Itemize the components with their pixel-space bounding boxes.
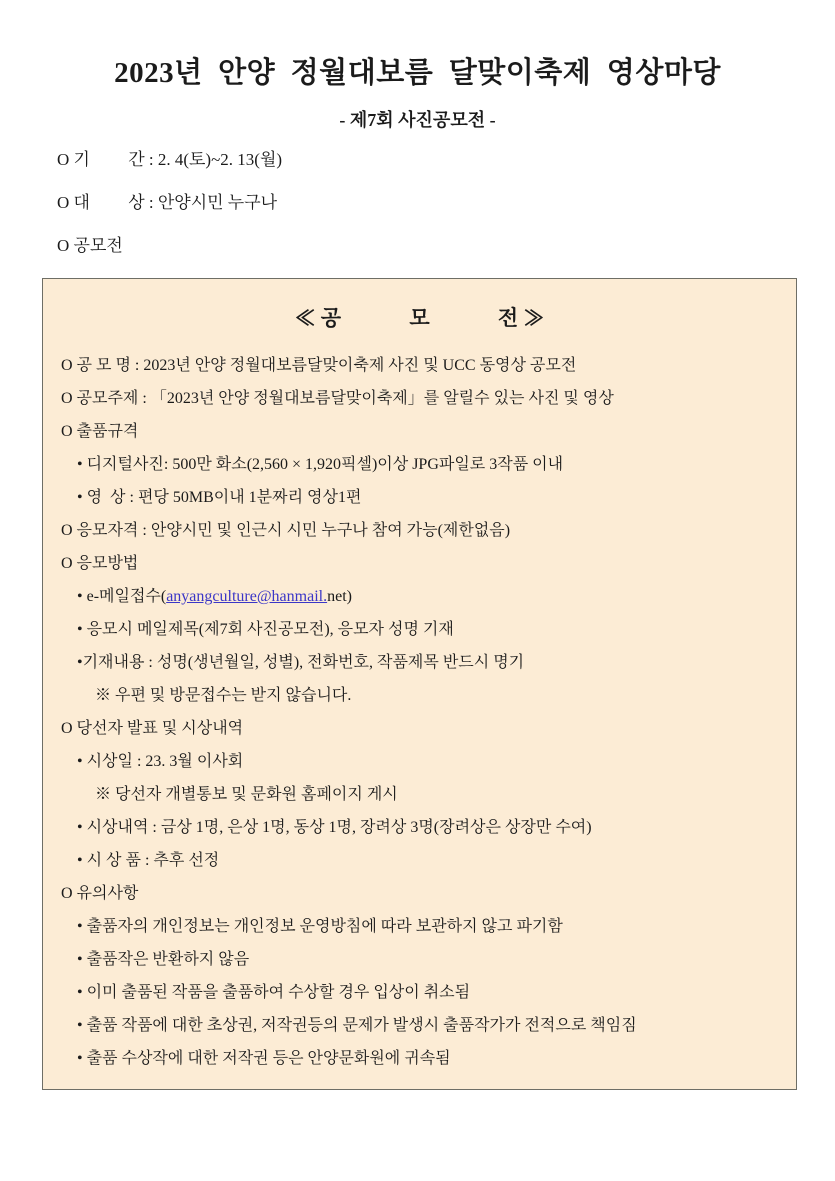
notice-line-privacy: • 출품자의 개인정보는 개인정보 운영방침에 따라 보관하지 않고 파기함 bbox=[77, 918, 563, 935]
notice-line-contest-name: O 공 모 명 : 2023년 안양 정월대보름달맞이축제 사진 및 UCC 동영상 공모전 bbox=[61, 357, 577, 374]
page-title: 2023년 안양 정월대보름 달맞이축제 영상마당 bbox=[114, 57, 721, 89]
notice-line-copyright-owner: • 출품 수상작에 대한 저작권 등은 안양문화원에 귀속됨 bbox=[77, 1050, 451, 1067]
notice-line-no-postal: ※ 우편 및 방문접수는 받지 않습니다. bbox=[95, 687, 352, 704]
notice-line-required-info: •기재내용 : 성명(생년월일, 성별), 전화번호, 작품제목 반드시 명기 bbox=[77, 654, 525, 671]
intro-line-contest: O 공모전 bbox=[57, 236, 123, 255]
contest-notice-box bbox=[42, 278, 797, 1090]
notice-line-award-header: O 당선자 발표 및 시상내역 bbox=[61, 720, 244, 737]
notice-line-digital-photo: • 디지털사진: 500만 화소(2,560 × 1,920픽셀)이상 JPG파일로 3작품 이내 bbox=[77, 456, 564, 473]
notice-line-prize: • 시 상 품 : 추후 선정 bbox=[77, 852, 220, 869]
intro-line-period: O 기 간 : 2. 4(토)~2. 13(월) bbox=[57, 150, 283, 169]
notice-line-disqualify: • 이미 출품된 작품을 출품하여 수상할 경우 입상이 취소됨 bbox=[77, 984, 471, 1001]
email-suffix-text: net) bbox=[327, 588, 352, 605]
page-subtitle: - 제7회 사진공모전 - bbox=[339, 110, 496, 130]
notice-line-method-header: O 응모방법 bbox=[61, 555, 139, 572]
email-prefix-text: • e-메일접수( bbox=[77, 588, 167, 605]
notice-line-award-date: • 시상일 : 23. 3월 이사회 bbox=[77, 753, 244, 770]
intro-line-target: O 대 상 : 안양시민 누구나 bbox=[57, 193, 278, 212]
notice-line-award-detail: • 시상내역 : 금상 1명, 은상 1명, 동상 1명, 장려상 3명(장려상은 상장만 수여) bbox=[77, 819, 592, 836]
notice-line-mail-subject: • 응모시 메일제목(제7회 사진공모전), 응모자 성명 기재 bbox=[77, 621, 454, 638]
notice-line-theme: O 공모주제 : 「2023년 안양 정월대보름달맞이축제」를 알릴수 있는 사진 및 영상 bbox=[61, 390, 614, 407]
notice-line-copyright-issue: • 출품 작품에 대한 초상권, 저작권등의 문제가 발생시 출품작가가 전적으로 책임짐 bbox=[77, 1017, 637, 1034]
intro-section bbox=[57, 145, 795, 274]
notice-heading: ≪ 공 모 전 ≫ bbox=[294, 306, 545, 330]
notice-line-eligibility: O 응모자격 : 안양시민 및 인근시 시민 누구나 참여 가능(제한없음) bbox=[61, 522, 511, 539]
notice-line-spec-header: O 출품규격 bbox=[61, 423, 139, 440]
notice-line-email bbox=[53, 580, 786, 613]
notice-line-caution-header: O 유의사항 bbox=[61, 885, 139, 902]
email-link[interactable]: anyangculture@hanmail. bbox=[166, 588, 328, 605]
notice-line-video-spec: • 영 상 : 편당 50MB이내 1분짜리 영상1편 bbox=[77, 489, 362, 506]
notice-line-no-return: • 출품작은 반환하지 않음 bbox=[77, 951, 250, 968]
notice-line-winner-notify: ※ 당선자 개별통보 및 문화원 홈페이지 게시 bbox=[95, 786, 398, 803]
